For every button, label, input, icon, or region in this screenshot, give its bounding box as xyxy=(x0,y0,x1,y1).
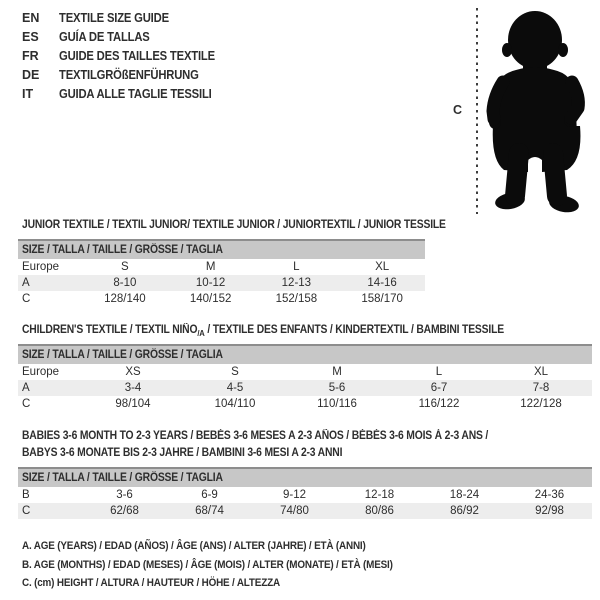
row-label: C xyxy=(22,505,31,517)
size-cell: 92/98 xyxy=(535,505,564,517)
row-label: B xyxy=(22,489,30,501)
size-cell: 14-16 xyxy=(367,277,397,289)
size-cell: 152/158 xyxy=(275,293,318,305)
size-cell: 24-36 xyxy=(534,489,565,501)
legend-line-a: A. AGE (YEARS) / EDAD (AÑOS) / ÂGE (ANS) / ALTER (JAHRE) / ETÀ (ANNI) xyxy=(22,540,366,552)
table-title-line: BABIES 3-6 MONTH TO 2-3 YEARS / BEBÉS 3-6 MESES A 2-3 AÑOS / BÉBÉS 3-6 MOIS À 2-3 ANS / xyxy=(22,430,489,442)
table-row xyxy=(18,380,592,396)
table-rows xyxy=(18,487,592,519)
size-header-label: SIZE / TALLA / TAILLE / GRÖSSE / TAGLIA xyxy=(22,472,223,484)
size-cell: 7-8 xyxy=(532,382,550,394)
table-rows xyxy=(18,364,592,412)
language-label: GUIDA ALLE TAGLIE TESSILI xyxy=(59,87,212,101)
language-row xyxy=(22,85,232,104)
language-guide-list xyxy=(22,9,232,104)
size-cell: 98/104 xyxy=(115,398,151,410)
size-cell: 62/68 xyxy=(110,505,139,517)
height-measure-dotted-line xyxy=(476,8,478,214)
size-cell: XL xyxy=(533,366,549,378)
row-label: Europe xyxy=(22,366,60,378)
size-cell: 116/122 xyxy=(418,398,460,410)
language-code: EN xyxy=(22,11,40,25)
table-title xyxy=(22,428,535,462)
table-title-subscript: /A xyxy=(197,327,205,338)
language-row xyxy=(22,9,232,28)
size-cell: 8-10 xyxy=(113,277,137,289)
size-cell: 4-5 xyxy=(226,382,244,394)
row-label: A xyxy=(22,382,30,394)
babies-textile-section xyxy=(18,428,592,519)
language-label: GUÍA DE TALLAS xyxy=(59,30,150,44)
size-cell: L xyxy=(435,366,443,378)
size-cell: 12-18 xyxy=(364,489,395,501)
size-cell: 68/74 xyxy=(195,505,224,517)
language-row xyxy=(22,47,232,66)
row-label: C xyxy=(22,398,31,410)
row-label: Europe xyxy=(22,261,60,273)
language-code: DE xyxy=(22,68,40,82)
children-textile-section xyxy=(18,322,592,412)
size-header-bar xyxy=(18,344,592,364)
size-cell: XS xyxy=(125,366,141,378)
size-cell: 86/92 xyxy=(450,505,479,517)
table-title xyxy=(22,217,446,234)
language-code: IT xyxy=(22,87,34,101)
language-code: FR xyxy=(22,49,39,63)
junior-textile-section xyxy=(18,217,446,307)
language-row xyxy=(22,28,232,47)
language-label: TEXTILE SIZE GUIDE xyxy=(59,11,169,25)
table-title xyxy=(22,322,535,339)
size-cell: S xyxy=(121,261,129,273)
size-cell: 110/116 xyxy=(317,398,357,410)
language-label: GUIDE DES TAILLES TEXTILE xyxy=(59,49,215,63)
size-cell: 9-12 xyxy=(282,489,307,501)
size-cell: 3-6 xyxy=(116,489,133,501)
table-title-line: BABYS 3-6 MONATE BIS 2-3 JAHRE / BAMBINI 3-6 MESI A 2-3 ANNI xyxy=(22,447,343,459)
size-cell: 104/110 xyxy=(214,398,256,410)
table-title-line: JUNIOR TEXTILE / TEXTIL JUNIOR/ TEXTILE JUNIOR / JUNIORTEXTIL / JUNIOR TESSILE xyxy=(22,219,446,231)
measure-legend xyxy=(22,537,434,593)
size-header-bar xyxy=(18,239,425,259)
table-title-text: / TEXTILE DES ENFANTS / KINDERTEXTIL / BAMBINI TESSILE xyxy=(204,324,504,336)
table-title-text: CHILDREN'S TEXTILE / TEXTIL NIÑO xyxy=(22,324,198,336)
table-row xyxy=(18,487,592,503)
size-cell: 80/86 xyxy=(365,505,394,517)
size-cell: 10-12 xyxy=(195,277,226,289)
size-cell: 6-7 xyxy=(430,382,448,394)
size-header-bar xyxy=(18,467,592,487)
size-cell: 122/128 xyxy=(520,398,562,410)
table-row xyxy=(18,291,425,307)
table-row xyxy=(18,259,425,275)
table-row xyxy=(18,503,592,519)
table-row xyxy=(18,364,592,380)
table-row xyxy=(18,275,425,291)
language-row xyxy=(22,66,232,85)
row-label: C xyxy=(22,293,31,305)
size-cell: S xyxy=(231,366,239,378)
size-cell: 12-13 xyxy=(281,277,312,289)
language-label: TEXTILGRÖßENFÜHRUNG xyxy=(59,68,199,82)
size-cell: 18-24 xyxy=(449,489,480,501)
size-cell: 6-9 xyxy=(201,489,218,501)
size-cell: 158/170 xyxy=(361,293,403,305)
height-measure-label: C xyxy=(453,103,463,117)
size-cell: L xyxy=(293,261,300,273)
size-header-label: SIZE / TALLA / TAILLE / GRÖSSE / TAGLIA xyxy=(22,244,223,256)
size-cell: M xyxy=(332,366,342,378)
size-cell: 5-6 xyxy=(328,382,346,394)
size-cell: M xyxy=(205,261,216,273)
size-cell: 74/80 xyxy=(280,505,309,517)
size-cell: XL xyxy=(375,261,390,273)
row-label: A xyxy=(22,277,30,289)
size-cell: 128/140 xyxy=(104,293,146,305)
toddler-silhouette-icon xyxy=(486,8,593,213)
size-cell: 3-4 xyxy=(124,382,142,394)
table-rows xyxy=(18,259,425,307)
table-row xyxy=(18,396,592,412)
language-code: ES xyxy=(22,30,39,44)
legend-line-b: B. AGE (MONTHS) / EDAD (MESES) / ÂGE (MOIS) / ALTER (MONATE) / ETÀ (MESI) xyxy=(22,558,393,571)
size-cell: 140/152 xyxy=(189,293,232,305)
size-header-label: SIZE / TALLA / TAILLE / GRÖSSE / TAGLIA xyxy=(22,349,223,361)
legend-line-c: C. (cm) HEIGHT / ALTURA / HAUTEUR / HÖHE / ALTEZZA xyxy=(22,577,280,589)
